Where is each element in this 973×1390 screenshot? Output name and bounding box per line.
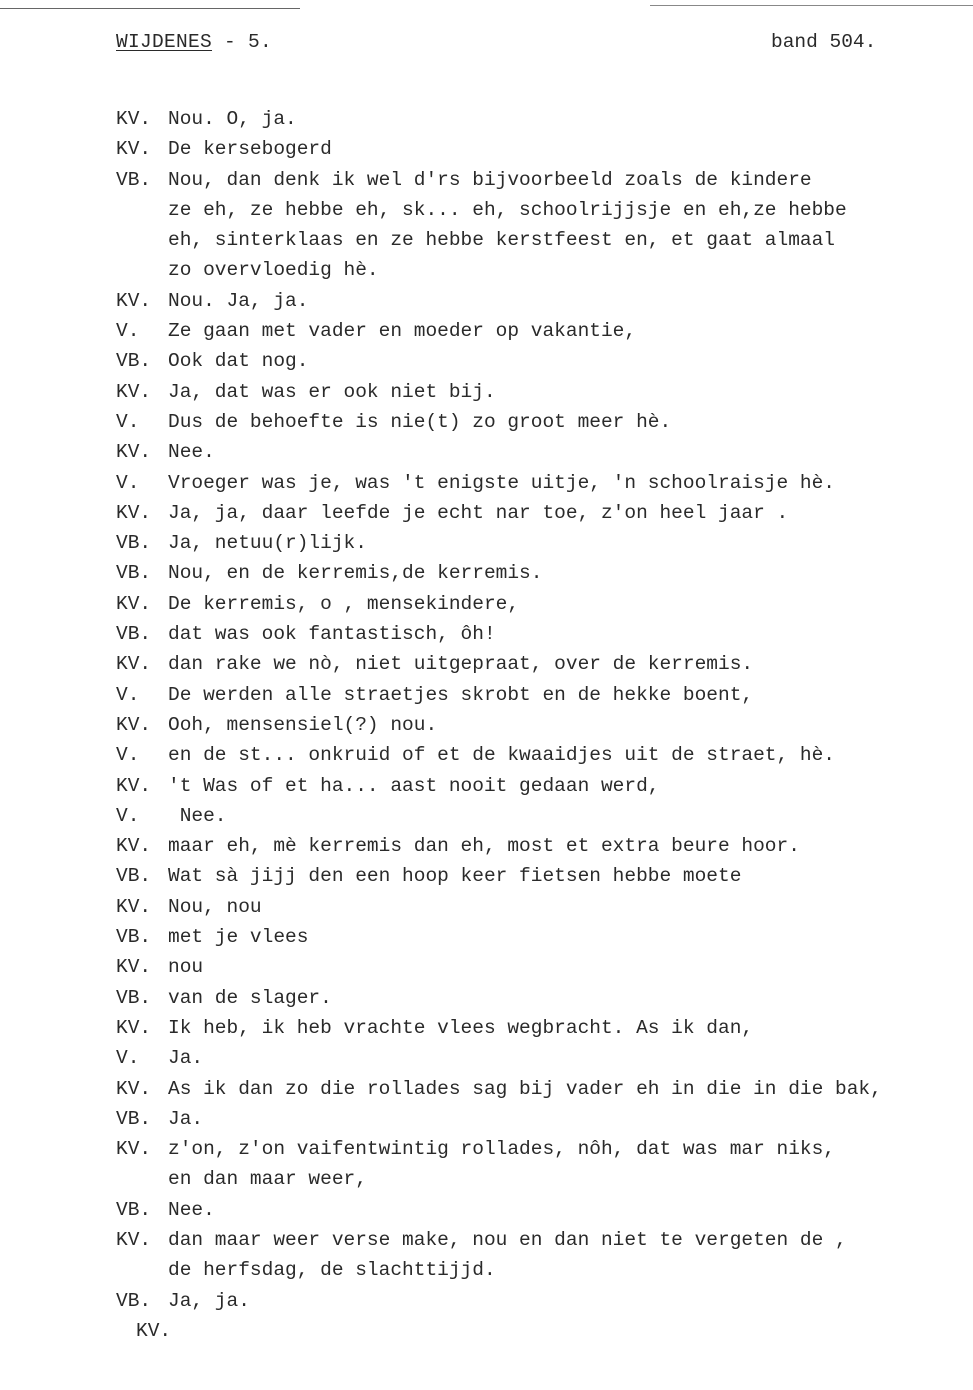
- speech-text: [168, 1043, 916, 1073]
- speaker-label: KV.: [116, 774, 152, 797]
- speaker-label: KV.: [116, 1228, 152, 1251]
- speech-line: Ja, ja, daar leefde je echt nar toe, z'on heel jaar .: [168, 501, 789, 524]
- transcript-turn: [116, 498, 916, 528]
- transcript-turn: [116, 680, 916, 710]
- speaker-label: VB.: [116, 168, 152, 191]
- speaker-label: V.: [116, 471, 140, 494]
- speaker-label: KV.: [116, 653, 152, 676]
- speech-text: [168, 558, 916, 588]
- speaker-label: KV.: [116, 1077, 152, 1100]
- transcript-turn: [116, 1316, 916, 1346]
- transcript-turn: [116, 1225, 916, 1286]
- transcript-turn: [116, 952, 916, 982]
- speech-text: [168, 346, 916, 376]
- speaker-label: KV.: [116, 1016, 152, 1039]
- speaker-label: KV.: [116, 895, 152, 918]
- speech-text: [168, 1074, 916, 1104]
- speech-line: Ze gaan met vader en moeder op vakantie,: [168, 320, 637, 343]
- speaker-label: VB.: [116, 986, 152, 1009]
- speech-text: [168, 1286, 916, 1316]
- transcript-turn: [116, 740, 916, 770]
- speech-line: Nou. O, ja.: [168, 108, 297, 130]
- speaker-label: KV.: [116, 501, 152, 524]
- speaker-label: KV.: [116, 835, 152, 858]
- page-header: [116, 31, 272, 53]
- transcript-turn: [116, 377, 916, 407]
- speech-line: 't Was of et ha... aast nooit gedaan werd,: [168, 774, 660, 797]
- speech-line: De kersebogerd: [168, 138, 332, 161]
- transcript-turn: [116, 1043, 916, 1073]
- speaker-label: KV.: [116, 592, 152, 615]
- transcript-turn: [116, 104, 916, 134]
- speaker-label: V.: [116, 1047, 140, 1070]
- transcript-turn: [116, 468, 916, 498]
- speaker-label: KV.: [116, 441, 152, 464]
- speech-text: [168, 1195, 916, 1225]
- speech-text: [168, 1225, 916, 1286]
- speech-text: [168, 649, 916, 679]
- speaker-label: KV.: [116, 289, 152, 312]
- speech-line: maar eh, mè kerremis dan eh, most et extra beure hoor.: [168, 835, 800, 858]
- speech-line: Nou. Ja, ja.: [168, 289, 309, 312]
- speech-line: dan maar weer verse make, nou en dan niet te vergeten de ,: [168, 1228, 847, 1251]
- speech-line: en de st... onkruid of et de kwaaidjes uit de straet, hè.: [168, 744, 836, 767]
- speech-line: Dus de behoefte is nie(t) zo groot meer hè.: [168, 410, 672, 433]
- speaker-label: VB.: [116, 1289, 152, 1312]
- speaker-label: KV.: [116, 713, 152, 736]
- transcript-turn: [116, 861, 916, 891]
- transcript-turn: [116, 983, 916, 1013]
- speech-text: [168, 1134, 916, 1195]
- speech-line: Ooh, mensensiel(?) nou.: [168, 713, 438, 736]
- transcript-turn: [116, 801, 916, 831]
- speech-line: Ook dat nog.: [168, 350, 309, 373]
- speech-text: [168, 104, 916, 134]
- speech-line: Ja.: [168, 1107, 204, 1130]
- transcript-turn: [116, 407, 916, 437]
- transcript-turn: [116, 528, 916, 558]
- speaker-label: VB.: [116, 1107, 152, 1130]
- transcript-turn: [116, 346, 916, 376]
- transcript-turn: [116, 558, 916, 588]
- speech-line: van de slager.: [168, 986, 332, 1009]
- speaker-label: VB.: [116, 865, 152, 888]
- speech-line: z'on, z'on vaifentwintig rollades, nôh, dat was mar niks,: [168, 1138, 836, 1161]
- speech-text: [168, 619, 916, 649]
- speech-line: As ik dan zo die rollades sag bij vader eh in die in die bak,: [168, 1077, 882, 1100]
- transcript-turn: [116, 1104, 916, 1134]
- speaker-surname: WIJDENES: [116, 31, 213, 53]
- speech-line: Vroeger was je, was 't enigste uitje, 'n schoolraisje hè.: [168, 471, 836, 494]
- speech-text: [168, 528, 916, 558]
- speech-line: nou: [168, 956, 204, 979]
- transcript-turn: [116, 922, 916, 952]
- speech-line: Nee.: [168, 804, 227, 827]
- speech-line: zo overvloedig hè.: [168, 259, 379, 282]
- page-number: - 5.: [212, 31, 273, 53]
- speaker-label: VB.: [116, 623, 152, 646]
- speech-text: [168, 983, 916, 1013]
- speaker-label: V.: [116, 320, 140, 343]
- top-rule: [650, 5, 973, 6]
- speech-text: [168, 1104, 916, 1134]
- speech-text: [168, 437, 916, 467]
- speaker-label: KV.: [116, 138, 152, 161]
- transcript-turn: [116, 589, 916, 619]
- speaker-label: KV.: [116, 1138, 152, 1161]
- speech-line: met je vlees: [168, 926, 309, 949]
- speaker-label: VB.: [116, 1198, 152, 1221]
- speech-line: en dan maar weer,: [168, 1168, 367, 1191]
- speech-text: [168, 710, 916, 740]
- transcript-turn: [116, 649, 916, 679]
- speech-line: eh, sinterklaas en ze hebbe kerstfeest en, et gaat almaal: [168, 229, 836, 252]
- speech-text: [168, 801, 916, 831]
- speech-text: [168, 831, 916, 861]
- speech-line: Ja, netuu(r)lijk.: [168, 532, 367, 555]
- speech-text: [168, 498, 916, 528]
- transcript-turn: [116, 286, 916, 316]
- transcript-turn: [116, 1286, 916, 1316]
- speaker-label: V.: [116, 804, 140, 827]
- speech-text: [168, 407, 916, 437]
- transcript-turn: [116, 710, 916, 740]
- speech-text: [168, 316, 916, 346]
- transcript-turn: [116, 831, 916, 861]
- speech-text: [168, 468, 916, 498]
- speech-line: De kerremis, o , mensekindere,: [168, 592, 520, 615]
- speaker-label: V.: [116, 683, 140, 706]
- speech-line: Ik heb, ik heb vrachte vlees wegbracht. As ik dan,: [168, 1016, 754, 1039]
- transcript: [116, 104, 916, 1346]
- speech-text: [168, 165, 916, 286]
- speech-text: [168, 1013, 916, 1043]
- speaker-label: VB.: [116, 562, 152, 585]
- speech-line: Nou, dan denk ik wel d'rs bijvoorbeeld zoals de kindere: [168, 168, 812, 191]
- speaker-label: VB.: [116, 926, 152, 949]
- speech-text: [168, 740, 916, 770]
- speech-line: Ja.: [168, 1047, 204, 1070]
- speech-text: [168, 771, 916, 801]
- speech-text: [168, 377, 916, 407]
- speech-text: [168, 952, 916, 982]
- band-label: band 504.: [771, 31, 877, 53]
- speaker-label: KV.: [136, 1319, 172, 1342]
- speaker-label: V.: [116, 744, 140, 767]
- speech-line: ze eh, ze hebbe eh, sk... eh, schoolrijjsje en eh,ze hebbe: [168, 198, 847, 221]
- speaker-label: VB.: [116, 350, 152, 373]
- speech-line: Nou, en de kerremis,de kerremis.: [168, 562, 543, 585]
- speech-text: [168, 892, 916, 922]
- speech-line: Wat sà jijj den een hoop keer fietsen hebbe moete: [168, 865, 742, 888]
- speech-line: [188, 1316, 916, 1346]
- speech-line: Nee.: [168, 441, 215, 464]
- speaker-label: V.: [116, 410, 140, 433]
- speaker-label: KV.: [116, 108, 152, 130]
- speech-text: [168, 680, 916, 710]
- transcript-turn: [116, 619, 916, 649]
- transcript-turn: [116, 165, 916, 286]
- speech-line: Ja, dat was er ook niet bij.: [168, 380, 496, 403]
- speaker-label: KV.: [116, 956, 152, 979]
- speech-line: dan rake we nò, niet uitgepraat, over de kerremis.: [168, 653, 754, 676]
- speech-line: dat was ook fantastisch, ôh!: [168, 623, 496, 646]
- transcript-turn: [116, 316, 916, 346]
- transcript-turn: [116, 892, 916, 922]
- speech-text: [168, 589, 916, 619]
- transcript-turn: [116, 134, 916, 164]
- speech-text: [168, 134, 916, 164]
- speaker-label: KV.: [116, 380, 152, 403]
- speech-line: Nee.: [168, 1198, 215, 1221]
- transcript-turn: [116, 1134, 916, 1195]
- speech-line: Nou, nou: [168, 895, 262, 918]
- speech-text: [168, 922, 916, 952]
- speech-text: [168, 861, 916, 891]
- speech-text: [168, 286, 916, 316]
- speech-line: Ja, ja.: [168, 1289, 250, 1312]
- speech-line: De werden alle straetjes skrobt en de hekke boent,: [168, 683, 754, 706]
- top-rule: [0, 8, 300, 9]
- transcript-turn: [116, 1195, 916, 1225]
- speaker-label: VB.: [116, 532, 152, 555]
- transcript-turn: [116, 1013, 916, 1043]
- transcript-turn: [116, 771, 916, 801]
- transcript-turn: [116, 437, 916, 467]
- speech-line: de herfsdag, de slachttijjd.: [168, 1259, 496, 1282]
- transcript-turn: [116, 1074, 916, 1104]
- speech-text: [188, 1316, 916, 1346]
